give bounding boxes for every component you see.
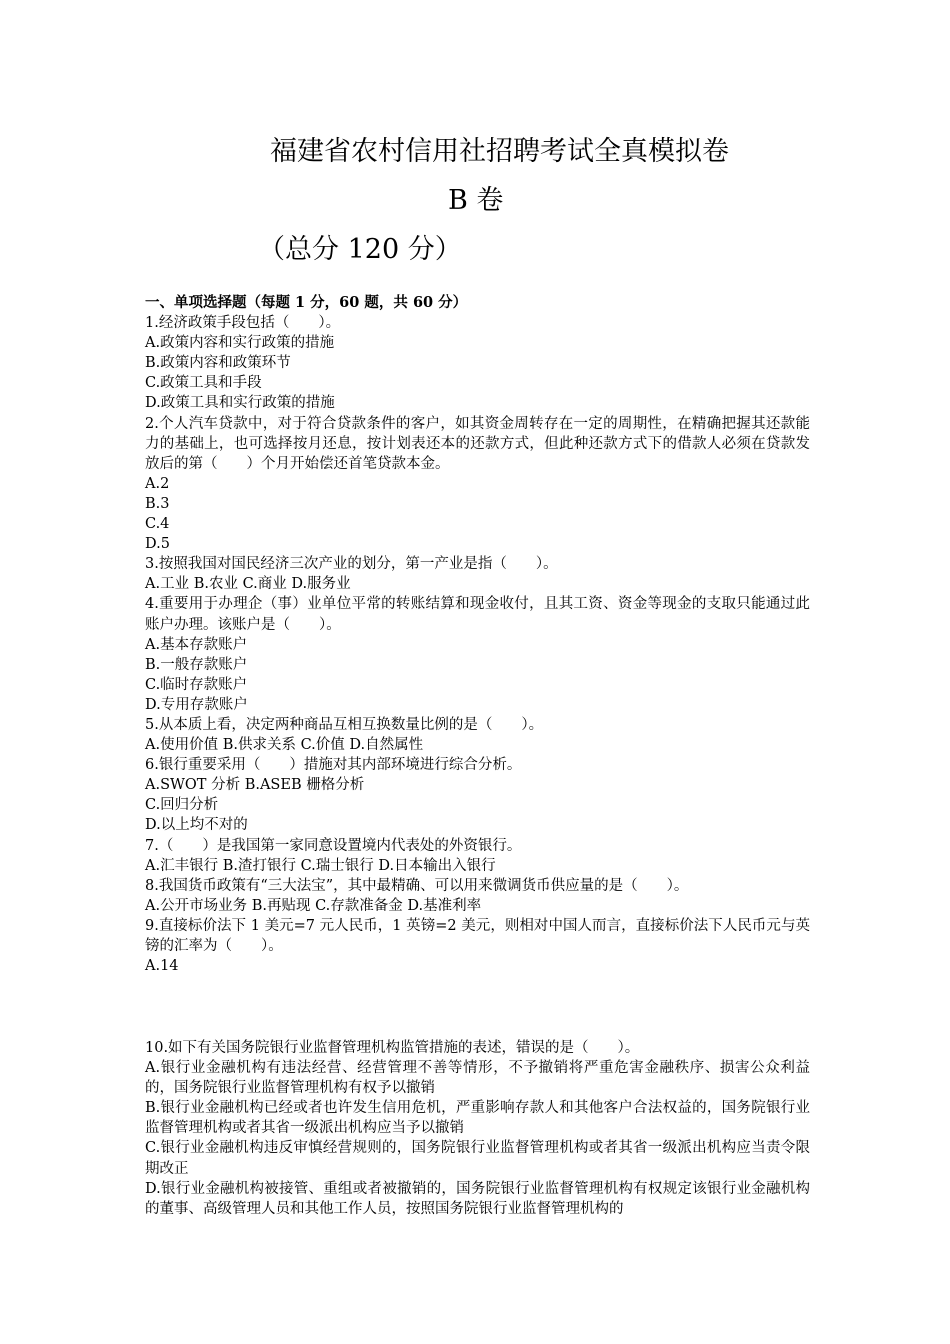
question-option: A.工业 B.农业 C.商业 D.服务业	[145, 576, 351, 593]
question-option: B.3	[145, 495, 170, 512]
question-stem: 6.银行重要采用（ ）措施对其内部环境进行综合分析。	[145, 757, 522, 774]
question-option: D.以上均不对的	[145, 817, 248, 834]
question-option: A.使用价值 B.供求关系 C.价值 D.自然属性	[145, 737, 424, 754]
question-option: A.2	[145, 475, 170, 492]
section-heading: 一、单项选择题（每题 1 分，60 题，共 60 分）	[145, 294, 468, 311]
question-option: A.汇丰银行 B.渣打银行 C.瑞士银行 D.日本输出入银行	[145, 857, 496, 874]
question-stem: 8.我国货币政策有“三大法宝”，其中最精确、可以用来微调货币供应量的是（ ）。	[145, 877, 689, 894]
question-option: B.银行业金融机构已经或者也许发生信用危机，严重影响存款人和其他客户合法权益的，国务院银行业监督管理机构或者其省一级派出机构应当予以撤销	[145, 1100, 810, 1137]
question-stem: 3.按照我国对国民经济三次产业的划分，第一产业是指（ ）。	[145, 556, 558, 573]
question-option: B.一般存款账户	[145, 656, 248, 673]
question-option: A.公开市场业务 B.再贴现 C.存款准备金 D.基准利率	[145, 897, 482, 914]
question-option: C.4	[145, 516, 170, 533]
question-stem: 4.重要用于办理企（事）业单位平常的转账结算和现金收付，且其工资、资金等现金的支取只能通过此账户办理。该账户是（ ）。	[145, 596, 810, 633]
question-stem: 2.个人汽车贷款中，对于符合贷款条件的客户，如其资金周转存在一定的周期性，在精确把握其还款能力的基础上，也可选择按月还息，按计划表还本的还款方式，但此种还款方式下的借款人必须在贷款发放后的第（ ）个月开始偿还首笔贷款本金。	[145, 415, 810, 472]
page-subtitle: B 卷	[448, 185, 504, 216]
total-score: （总分 120 分）	[258, 234, 462, 265]
question-option: A.基本存款账户	[145, 636, 248, 653]
question-stem: 7.（ ）是我国第一家同意设置境内代表处的外资银行。	[145, 837, 522, 854]
question-option: A.银行业金融机构有违法经营、经营管理不善等情形，不予撤销将严重危害金融秩序、损害公众利益的，国务院银行业监督管理机构有权予以撤销	[145, 1060, 810, 1097]
question-option: B.政策内容和政策环节	[145, 355, 291, 372]
question-option: D.银行业金融机构被接管、重组或者被撤销的，国务院银行业监督管理机构有权规定该银行业金融机构的董事、高级管理人员和其他工作人员，按照国务院银行业监督管理机构的	[145, 1180, 810, 1217]
question-option: C.政策工具和手段	[145, 375, 262, 392]
question-option: C.银行业金融机构违反审慎经营规则的，国务院银行业监督管理机构或者其省一级派出机构应当责令限期改正	[145, 1140, 810, 1177]
page-title: 福建省农村信用社招聘考试全真模拟卷	[270, 136, 729, 167]
question-stem: 1.经济政策手段包括（ ）。	[145, 315, 341, 332]
question-stem: 5.从本质上看，决定两种商品互相互换数量比例的是（ ）。	[145, 716, 544, 733]
question-option: D.5	[145, 536, 170, 553]
question-section-continued	[145, 1038, 810, 1219]
question-option: C.回归分析	[145, 797, 219, 814]
question-option: C.临时存款账户	[145, 676, 248, 693]
question-stem: 10.如下有关国务院银行业监督管理机构监管措施的表述，错误的是（ ）。	[145, 1040, 640, 1056]
question-option: D.政策工具和实行政策的措施	[145, 395, 335, 412]
question-stem: 9.直接标价法下 1 美元=7 元人民币，1 英镑=2 美元，则相对中国人而言，直接标价法下人民币元与英镑的汇率为（ ）。	[145, 917, 810, 954]
question-section	[145, 293, 810, 976]
question-option: A.政策内容和实行政策的措施	[145, 335, 335, 352]
question-option: A.14	[145, 958, 179, 975]
question-option: A.SWOT 分析 B.ASEB 栅格分析	[145, 777, 365, 794]
question-option: D.专用存款账户	[145, 696, 248, 713]
